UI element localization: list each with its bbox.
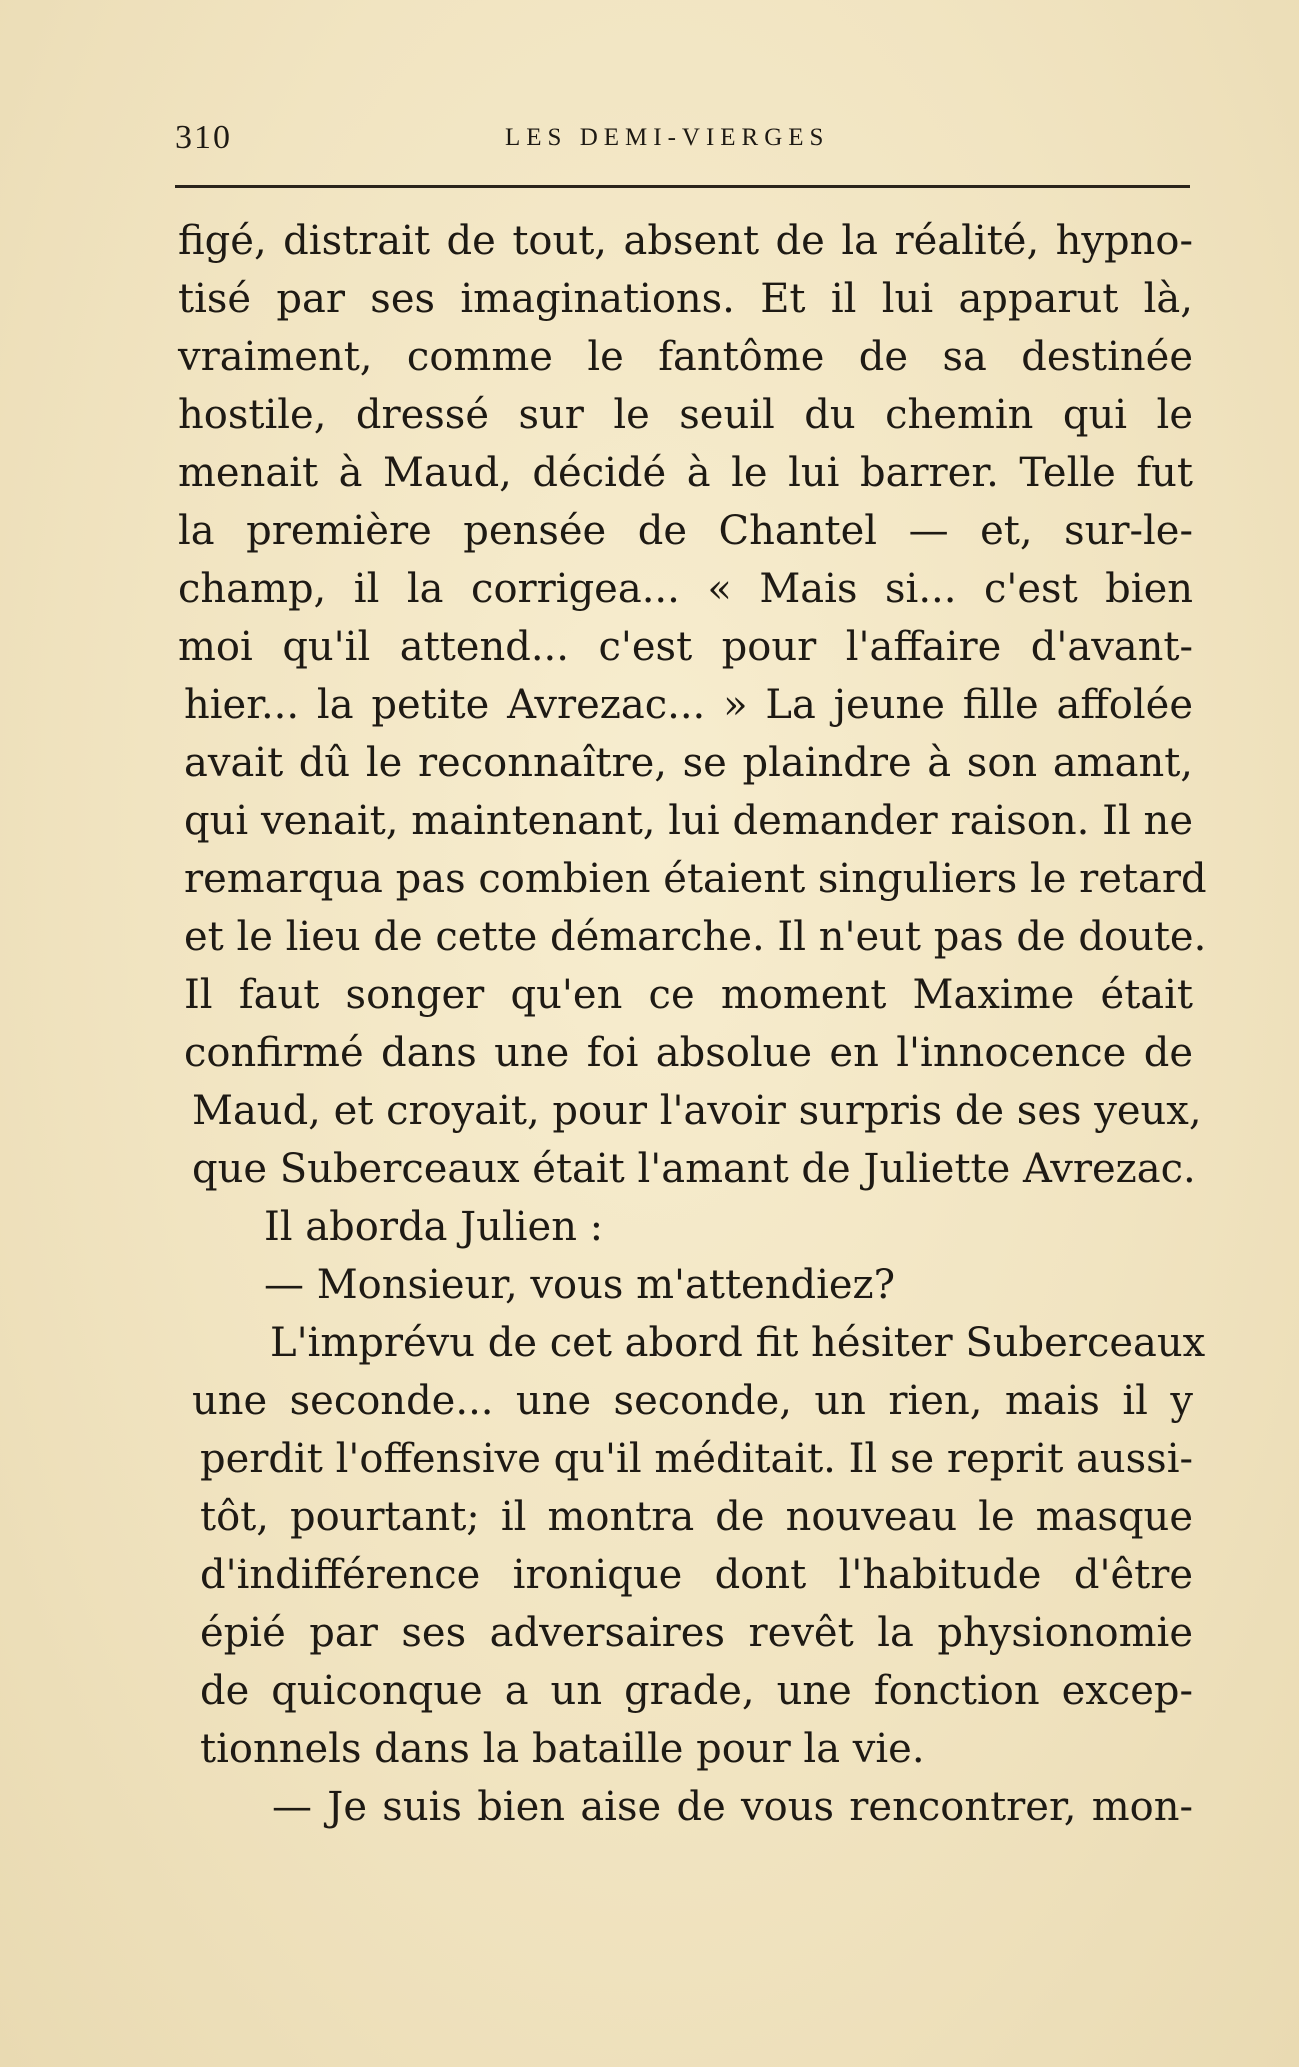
text-line: la première pensée de Chantel — et, sur-le-: [178, 508, 1193, 554]
text-line: champ, il la corrigea... « Mais si... c'est bien: [178, 566, 1193, 612]
text-line: épié par ses adversaires revêt la physionomie: [200, 1610, 1193, 1656]
text-line: et le lieu de cette démarche. Il n'eut pas de doute.: [184, 914, 1207, 960]
header-rule: [175, 185, 1190, 188]
running-title: LES DEMI-VIERGES: [505, 124, 830, 151]
text-line: Il faut songer qu'en ce moment Maxime était: [184, 972, 1193, 1018]
text-line: menait à Maud, décidé à le lui barrer. Telle fut: [178, 450, 1193, 496]
text-line: qui venait, maintenant, lui demander raison. Il ne: [184, 798, 1193, 844]
text-line: remarqua pas combien étaient singuliers le retard: [184, 856, 1207, 902]
text-line: de quiconque a un grade, une fonction excep-: [200, 1668, 1193, 1714]
text-line: Maud, et croyait, pour l'avoir surpris de ses yeux,: [192, 1088, 1202, 1134]
page-number: 310: [175, 119, 232, 156]
page-header: [175, 112, 1190, 164]
text-line: Il aborda Julien :: [264, 1204, 604, 1250]
text-line: — Monsieur, vous m'attendiez?: [264, 1262, 896, 1308]
text-line: vraiment, comme le fantôme de sa destinée: [178, 334, 1193, 380]
body-text: [178, 212, 1207, 1836]
text-line: confirmé dans une foi absolue en l'innocence de: [184, 1030, 1193, 1076]
text-line: une seconde... une seconde, un rien, mais il y: [192, 1378, 1193, 1424]
text-line: d'indifférence ironique dont l'habitude d'être: [200, 1552, 1193, 1598]
text-line: hostile, dressé sur le seuil du chemin qui le: [178, 392, 1193, 438]
text-line: que Suberceaux était l'amant de Juliette Avrezac.: [192, 1146, 1196, 1192]
text-line: avait dû le reconnaître, se plaindre à son amant,: [184, 740, 1193, 786]
text-line: — Je suis bien aise de vous rencontrer, mon-: [272, 1784, 1193, 1830]
text-line: hier... la petite Avrezac... » La jeune fille affolée: [184, 682, 1193, 728]
text-line: figé, distrait de tout, absent de la réalité, hypno-: [178, 218, 1193, 264]
text-line: tisé par ses imaginations. Et il lui apparut là,: [178, 276, 1193, 322]
text-line: moi qu'il attend... c'est pour l'affaire d'avant-: [178, 624, 1193, 670]
text-line: tôt, pourtant; il montra de nouveau le masque: [200, 1494, 1193, 1540]
text-line: L'imprévu de cet abord fit hésiter Suberceaux: [270, 1320, 1206, 1366]
text-line: tionnels dans la bataille pour la vie.: [200, 1726, 925, 1772]
text-line: perdit l'offensive qu'il méditait. Il se reprit aussi-: [200, 1436, 1193, 1482]
